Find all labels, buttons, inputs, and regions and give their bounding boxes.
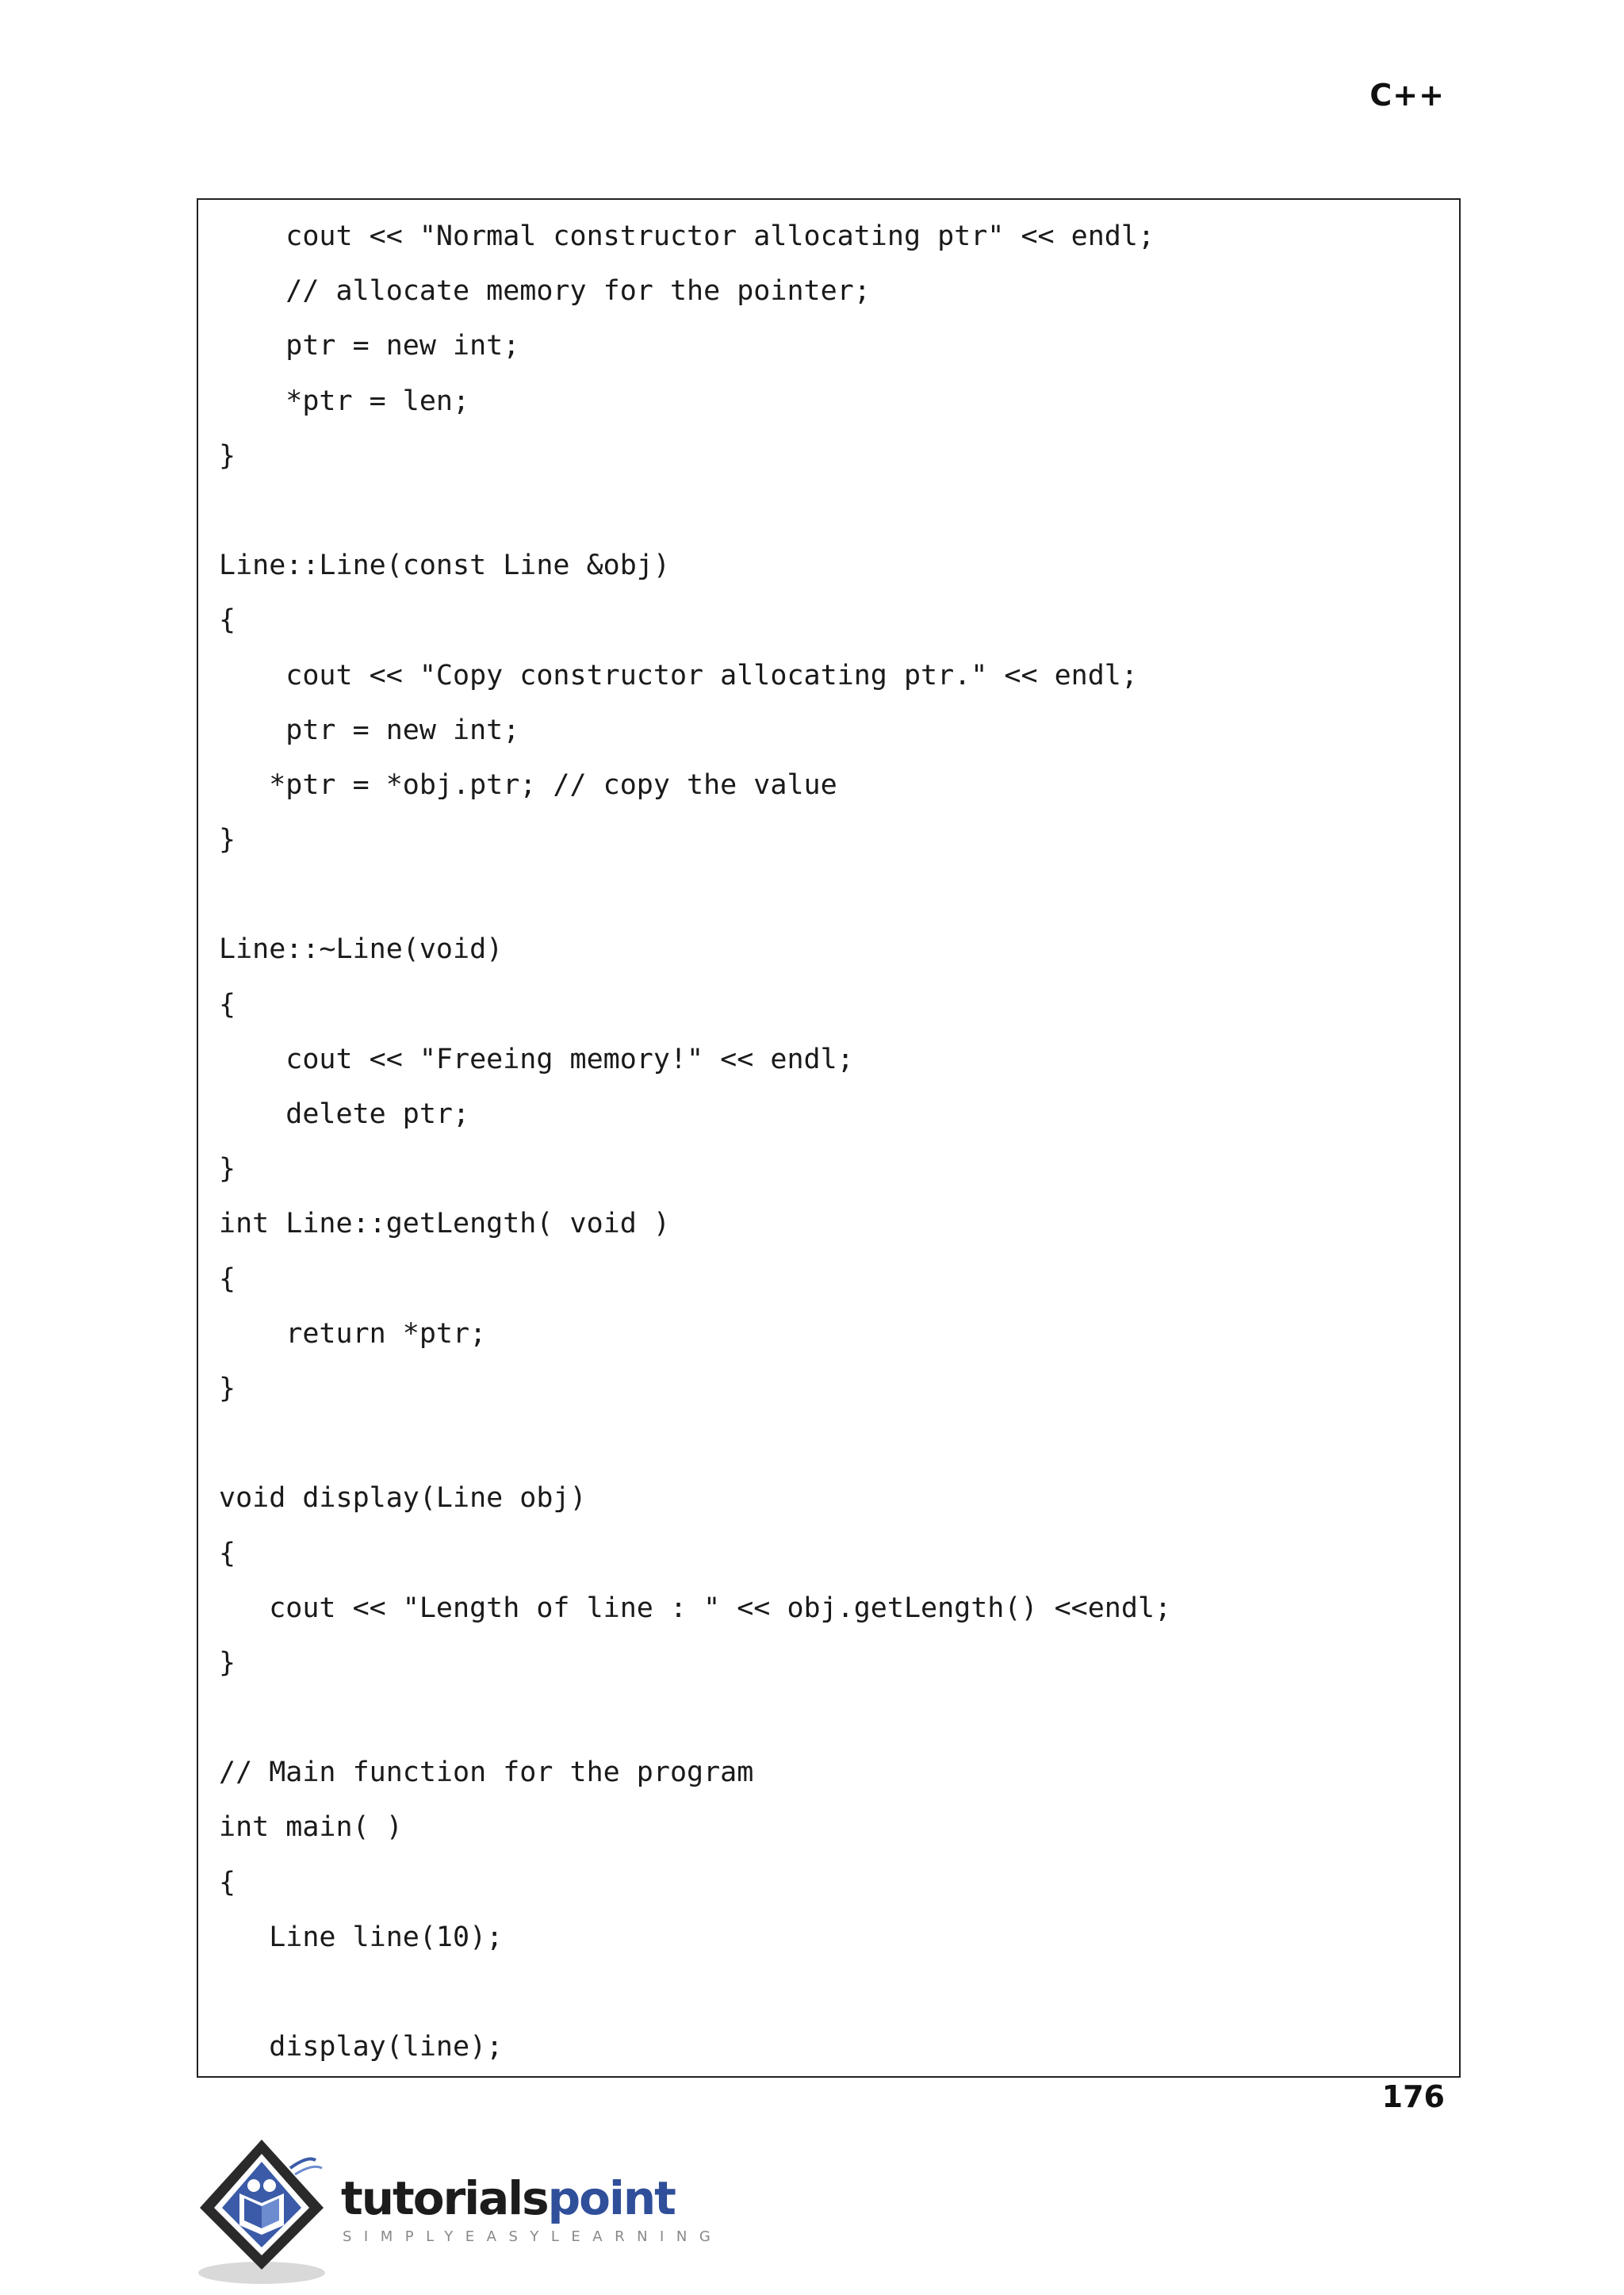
logo-tagline: SIMPLYEASYLEARNING <box>343 2228 723 2245</box>
code-line <box>219 1973 1171 2028</box>
code-line: { <box>219 1866 236 1898</box>
code-line: cout << "Copy constructor allocating ptr." << endl; <box>219 659 1138 692</box>
logo-word-point: point <box>547 2171 675 2225</box>
code-line: Line::~Line(void) <box>219 933 504 966</box>
code-line: { <box>219 1537 236 1569</box>
code-line: } <box>219 824 236 856</box>
code-line: delete ptr; <box>219 1098 470 1130</box>
book-title: C++ <box>1369 78 1445 113</box>
code-line: void display(Line obj) <box>219 1482 587 1515</box>
code-line <box>219 492 1171 546</box>
code-line: int main( ) <box>219 1811 403 1844</box>
code-line <box>219 875 1171 930</box>
logo-wordmark <box>341 2171 675 2225</box>
code-line: cout << "Freeing memory!" << endl; <box>219 1043 854 1075</box>
code-line: *ptr = *obj.ptr; // copy the value <box>219 768 837 801</box>
logo-emblem-icon <box>197 2136 339 2287</box>
code-line: Line line(10); <box>219 1921 504 1953</box>
code-line <box>219 1699 1171 1753</box>
code-lines <box>219 217 1171 2078</box>
code-line <box>219 1424 1171 1479</box>
code-line: int Line::getLength( void ) <box>219 1208 670 1240</box>
code-line: } <box>219 1153 236 1186</box>
code-line: cout << "Normal constructor allocating ptr" << endl; <box>219 220 1155 252</box>
page-number: 176 <box>1381 2079 1445 2114</box>
code-line: } <box>219 1646 236 1679</box>
code-line: // allocate memory for the pointer; <box>219 275 871 308</box>
tutorialspoint-logo <box>197 2136 723 2287</box>
code-line: ptr = new int; <box>219 330 520 362</box>
code-line: { <box>219 1262 236 1295</box>
code-line: { <box>219 604 236 637</box>
logo-word-tutorials: tutorials <box>341 2171 548 2225</box>
code-line: ptr = new int; <box>219 714 520 746</box>
code-line: cout << "Length of line : " << obj.getLength() <<endl; <box>219 1592 1172 1624</box>
code-line: Line::Line(const Line &obj) <box>219 550 670 582</box>
code-line: } <box>219 1372 236 1404</box>
code-block <box>197 198 1461 2078</box>
code-line: { <box>219 988 236 1021</box>
code-line: // Main function for the program <box>219 1757 754 1789</box>
code-line: display(line); <box>219 2031 504 2063</box>
code-line: *ptr = len; <box>219 385 470 417</box>
code-line: } <box>219 439 236 472</box>
code-line: return *ptr; <box>219 1317 487 1350</box>
